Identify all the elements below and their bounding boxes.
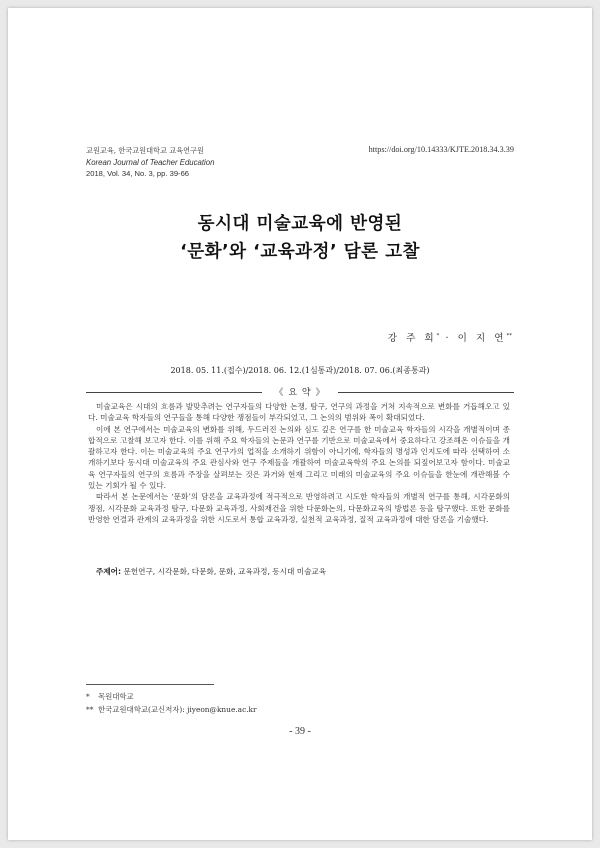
- title-line-1: 동시대 미술교육에 반영된: [197, 214, 403, 234]
- paper-title: [8, 210, 592, 266]
- abstract-paragraph: 이에 본 연구에서는 미술교육의 변화를 위해, 두드러진 논의와 심도 깊은 연구를 한 미술교육 학자들의 시각을 개별적이며 종합적으로 고찰해 보고자 한다. 이를 위해 주요 학자들의 논문과 연구를 기반으로 미술교육에서 중요하다고 강조해온 이슈들을 개괄하고자 한다. 이는 미술교육의 주요 연구가의 업적을 소개하기 위함이 아니기에, 학자들의 명성과 인지도에 따라 선택하여 소개하기보다 동시대 미술교육의 주요 관심사와 연구 주제들을 개괄하여 미술교육학의 주요 논의를 되짚어보고자 함이다. 미술교육 연구자들의 연구의 흐름과 주장을 살펴보는 것은 과거와 현재 그리고 미래의 미술교육의 주요 이슈들을 한눈에 개관해볼 수 있는 기회가 될 수 있다.: [88, 424, 510, 491]
- heading-rule-right: [338, 392, 514, 393]
- journal-volume: 2018, Vol. 34, No. 3, pp. 39-66: [86, 169, 190, 178]
- keywords: [96, 566, 516, 577]
- title-line-2: ‘문화’와 ‘교육과정’ 담론 고찰: [180, 242, 420, 262]
- page-number: - 39 -: [289, 726, 311, 737]
- footnote-rule: [86, 684, 214, 685]
- author-separator: ·: [445, 333, 452, 344]
- submission-dates: 2018. 05. 11.(접수)/2018. 06. 12.(1심통과)/2018. 07. 06.(최종통과): [170, 366, 430, 375]
- abstract-heading-label: 《 요 약 》: [274, 388, 326, 398]
- journal-name-en: Korean Journal of Teacher Education: [86, 157, 215, 167]
- footnotes: [86, 690, 257, 716]
- footnote-1-mark: *: [86, 692, 90, 701]
- abstract-paragraph: 미술교육은 시대의 흐름과 발맞추려는 연구자들의 다양한 논쟁, 탐구, 연구의 과정을 거쳐 지속적으로 변화를 거듭해오고 있다. 미술교육 학자들의 연구들을 통해 다양한 쟁점들이 부각되었고, 그 논의의 범위와 폭이 확대되었다.: [88, 402, 510, 423]
- footnote-2: [86, 703, 257, 716]
- doi-link[interactable]: https://doi.org/10.14333/KJTE.2018.34.3.39: [368, 145, 514, 154]
- abstract-heading: [86, 385, 514, 399]
- journal-header: [86, 145, 214, 180]
- keywords-label: 주제어:: [96, 567, 122, 576]
- abstract-body: [88, 401, 510, 525]
- author-1-mark: *: [436, 332, 440, 339]
- author-1: 강 주 희: [387, 333, 437, 344]
- author-2: 이 지 연: [457, 333, 507, 344]
- author-list: [388, 330, 512, 344]
- footnote-1-text: 목원대학교: [98, 692, 134, 701]
- footnote-2-text: 한국교원대학교(교신저자): jiyeon@knue.ac.kr: [98, 705, 257, 714]
- footnote-2-mark: **: [86, 705, 94, 714]
- journal-name-kr: 교원교육, 한국교원대학교 교육연구원: [86, 146, 204, 155]
- paper-page: [8, 8, 592, 840]
- footnote-1: [86, 690, 257, 703]
- abstract-paragraph: 따라서 본 논문에서는 ‘문화’의 담론을 교육과정에 적극적으로 반영하려고 시도한 학자들의 개별적 연구를 통해, 시각문화의 쟁점, 시각문화 교육과정 탐구, 다문화 교육과정, 사회재건을 위한 다문화논의, 다문화교육의 방법론 등을 탐구했다. 또한 문화를 반영한 연결과 관계의 교육과정을 위한 시도로서 통합 교육과정, 실천적 교육과정, 질적 교육과정에 대한 담론을 기술했다.: [88, 492, 510, 524]
- keywords-text: 문헌연구, 시각문화, 다문화, 문화, 교육과정, 동시대 미술교육: [123, 567, 327, 576]
- author-2-mark: **: [506, 332, 512, 339]
